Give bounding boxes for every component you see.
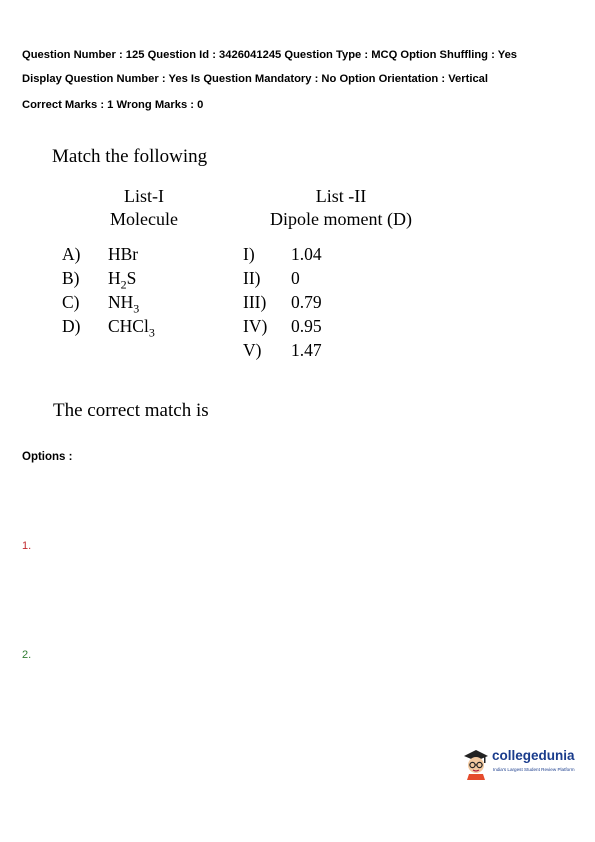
list1-item-value: H	[108, 268, 121, 288]
question-meta-line-2: Display Question Number : Yes Is Question Mandatory : No Option Orientation : Vertical	[22, 73, 489, 85]
list2-item	[243, 290, 322, 314]
list1-item-value: CHCl	[108, 316, 149, 336]
list1-item-subscript: 3	[148, 325, 155, 340]
collegedunia-logo[interactable]	[462, 746, 587, 782]
list1-item-value-rest: S	[126, 268, 137, 288]
list1-item-subscript: 3	[133, 301, 140, 316]
list1	[62, 242, 155, 338]
list2-item-value: 1.04	[291, 244, 322, 264]
list2-item	[243, 242, 322, 266]
options-heading: Options :	[22, 451, 73, 463]
list1-item-label: B)	[62, 268, 80, 288]
option-1-number[interactable]: 1.	[22, 540, 32, 552]
list1-item	[62, 314, 155, 338]
list1-item	[62, 290, 155, 314]
logo-tagline: India's Largest Student Review Platform	[493, 767, 575, 772]
list2	[243, 242, 322, 362]
list1-item-label: D)	[62, 316, 81, 336]
list1-item-label: C)	[62, 292, 80, 312]
list2-heading: List -II	[315, 186, 367, 206]
option-2-number[interactable]: 2.	[22, 649, 32, 661]
list2-item	[243, 266, 322, 290]
list1-item-value: NH	[108, 292, 134, 312]
list1-item	[62, 266, 155, 290]
list2-item	[243, 338, 322, 362]
logo-wordmark: collegedunia	[492, 748, 575, 763]
graduate-mascot-icon	[462, 748, 490, 780]
list1-item-value: HBr	[108, 244, 139, 264]
list1-subheading: Molecule	[110, 209, 178, 229]
list2-item-label: I)	[243, 244, 255, 264]
list2-item-label: V)	[243, 340, 262, 360]
list2-subheading: Dipole moment (D)	[270, 209, 412, 229]
list2-item-value: 0.79	[291, 292, 322, 312]
list2-item-value: 0	[291, 268, 300, 288]
question-meta-line-1: Question Number : 125 Question Id : 3426041245 Question Type : MCQ Option Shuffling : Yes	[22, 49, 518, 61]
list1-item-subscript: 2	[120, 277, 127, 292]
list2-item-label: III)	[243, 292, 267, 312]
question-meta-line-3: Correct Marks : 1 Wrong Marks : 0	[22, 99, 204, 111]
list1-item-label: A)	[62, 244, 81, 264]
list2-item-value: 1.47	[291, 340, 322, 360]
list2-item-label: IV)	[243, 316, 268, 336]
list2-item-label: II)	[243, 268, 261, 288]
question-footer: The correct match is	[53, 400, 209, 421]
list1-item	[62, 242, 155, 266]
list2-item	[243, 314, 322, 338]
question-title: Match the following	[52, 146, 208, 167]
list1-heading: List-I	[124, 186, 164, 206]
list2-item-value: 0.95	[291, 316, 322, 336]
